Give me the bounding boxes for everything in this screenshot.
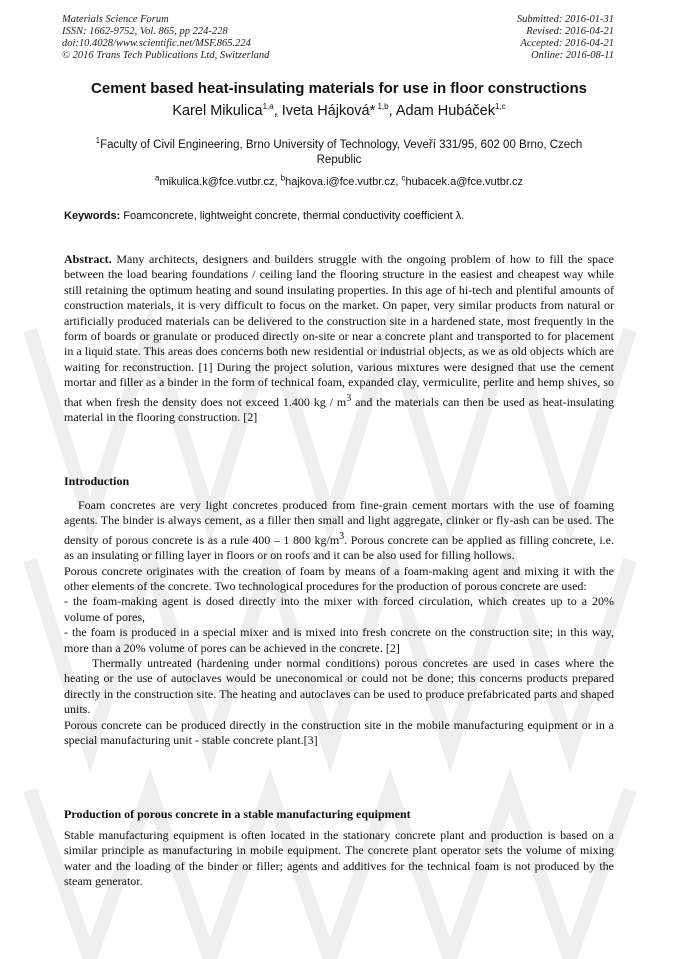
keywords-label: Keywords: [64, 210, 121, 222]
production-section [64, 828, 614, 890]
abstract-label: Abstract. [64, 252, 112, 266]
accepted-date: Accepted: 2016-04-21 [520, 38, 614, 49]
author-affiliation-mark: 1,a [262, 102, 274, 112]
affiliation-mark: 1 [95, 136, 101, 146]
body-paragraph [64, 498, 614, 564]
author-affiliation-mark: 1,b [375, 102, 389, 112]
author-name: Karel Mikulica [172, 103, 263, 119]
copyright-line: © 2016 Trans Tech Publications Ltd, Switzerland [62, 50, 270, 61]
introduction-section [64, 498, 614, 749]
keywords-line [64, 209, 614, 223]
unit-exponent: 3 [346, 392, 352, 404]
online-date: Online: 2016-08-11 [531, 50, 614, 61]
email-mark: c [401, 173, 406, 183]
publication-dates [517, 14, 614, 62]
email-separator: , [274, 176, 281, 188]
doi-line: doi:10.4028/www.scientific.net/MSF.865.224 [62, 38, 251, 49]
author-name: Adam Hubáček [395, 103, 495, 119]
submitted-date: Submitted: 2016-01-31 [516, 14, 614, 25]
keywords-text: Foamconcrete, lightweight concrete, thermal conductivity coefficient λ. [120, 210, 465, 222]
production-heading: Production of porous concrete in a stable manufacturing equipment [64, 807, 411, 821]
affiliation-text: Faculty of Civil Engineering, Brno University of Technology, Veveří 331/95, 602 00 Brno, Czech Republic [100, 139, 583, 166]
list-item: - the foam-making agent is dosed directly into the mixer with forced circulation, which creates up to a 20% volume of pores, [64, 594, 614, 624]
author-name: Iveta Hájková* [281, 103, 376, 119]
body-paragraph: Porous concrete originates with the creation of foam by means of a foam-making agent and mixing it with the other elements of the concrete. Two technological procedures for the production of porous concrete are used: [64, 563, 614, 594]
email-mark: b [280, 173, 286, 183]
unit-exponent: 3 [339, 530, 345, 542]
introduction-heading: Introduction [64, 474, 130, 488]
email-list [40, 175, 638, 189]
list-item: - the foam is produced in a special mixer and is mixed into fresh concrete on the construction site; in this way, more than a 20% volume of pores can be achieved in the concrete. [2] [64, 625, 614, 655]
email-address: hajkova.i@fce.vutbr.cz [285, 176, 396, 188]
paragraph-text-end: . Porous concrete can be applied as filling concrete, i.e. as an insulating or filling layer in floors or on roofs and it can be also used for filling hollows. [64, 532, 614, 563]
body-paragraph: Thermally untreated (hardening under normal conditions) porous concretes are used in cases where the heating or the use of autoclaves would be uneconomical or could not be done; this concerns products prepared directly in the construction site. The heating and autoclaves can be used to produce prefabricated parts and shaped units. [64, 656, 614, 717]
revised-date: Revised: 2016-04-21 [526, 26, 614, 37]
email-address: mikulica.k@fce.vutbr.cz [159, 176, 275, 188]
email-separator: , [395, 176, 402, 188]
email-mark: a [154, 173, 160, 183]
publication-info [62, 14, 269, 62]
paragraph-text: Foam concretes are very light concretes produced from fine-grain cement mortars with the use of foaming agents. The binder is always cement, as a filler then small and light aggregate, clinker or fly-ash can be used. The density of porous concrete is as a rule 400 – 1 800 kg/m [64, 498, 614, 547]
abstract-paragraph [64, 252, 614, 425]
body-paragraph: Stable manufacturing equipment is often located in the stationary concrete plant and production is based on a similar principle as manufacturing in mobile equipment. The concrete plant operator sets the volume of mixing water and the loading of the binder or filler; agents and additives for the technical foam is not produced by the steam generator. [64, 828, 614, 889]
issn-line: ISSN: 1662-9752, Vol. 865, pp 224-228 [62, 26, 228, 37]
author-separator: , [273, 103, 282, 119]
abstract-text-end: and the materials can then be used as heat-insulating material in the flooring construction. [2] [64, 394, 614, 425]
body-paragraph: Porous concrete can be produced directly in the construction site in the mobile manufacturing equipment or in a special manufacturing unit - stable concrete plant.[3] [64, 717, 614, 748]
author-list [40, 102, 638, 120]
affiliation [90, 138, 588, 168]
abstract-text: Many architects, designers and builders struggle with the ongoing problem of how to fill the space between the load bearing foundations / ceiling land the flooring structure in the easiest and cheapest way while still retaining the optimum heating and sound insulating properties. In this age of hi-tech and plentiful amounts of construction materials, it is very difficult to focus on the market. On paper, very similar products from natural or artificially produced materials can be delivered to the construction site in a hardened state, most frequently in the form of boards or granulate or produced directly on-site or near a concrete plant and transported to for placement in a liquid state. This areas does concerns both new residential or industrial objects, as we as old objects which are waiting for reconstruction. [1] During the project solution, various mixtures were designed that use the cement mortar and filler as a binder in the form of technical foam, expanded clay, vermiculite, perlite and hemp shives, so that when fresh the density does not exceed 1.400 kg / m [64, 252, 614, 409]
author-affiliation-mark: 1,c [495, 102, 506, 112]
paper-title: Cement based heat-insulating materials for use in floor constructions [91, 80, 587, 97]
journal-name: Materials Science Forum [62, 14, 169, 25]
email-address: hubacek.a@fce.vutbr.cz [405, 176, 524, 188]
author-separator: , [388, 103, 396, 119]
abstract-section [64, 252, 614, 425]
